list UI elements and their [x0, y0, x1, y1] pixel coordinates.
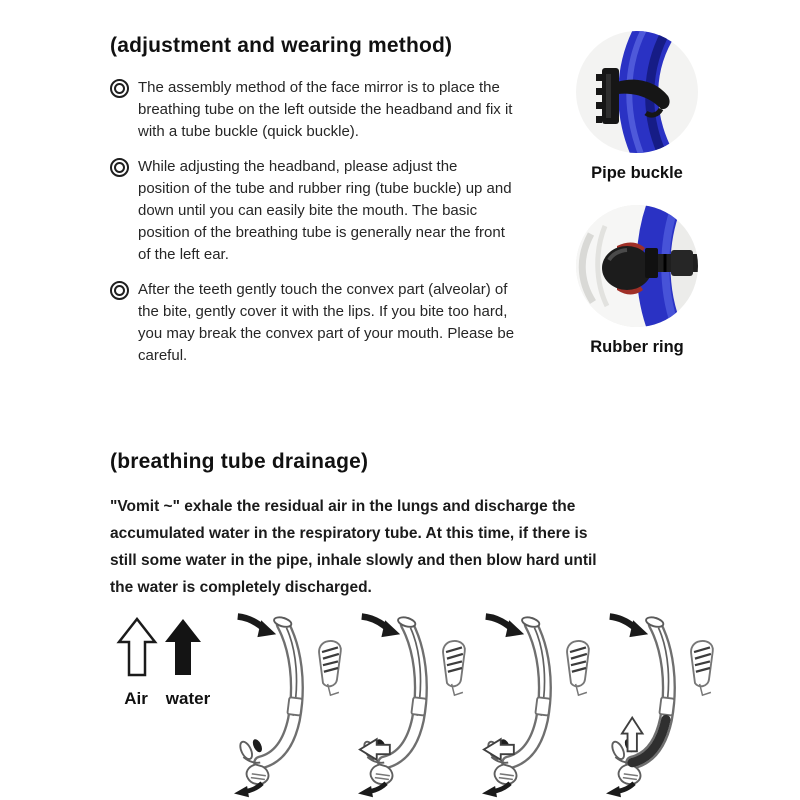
paragraph-line: accumulated water in the respiratory tube. At this time, if there is: [110, 525, 588, 542]
bullet-line: down until you can easily bite the mouth. The basic: [138, 202, 478, 219]
bullet-line: careful.: [138, 347, 188, 364]
snorkel-drain-step-2-illustration: [356, 609, 478, 800]
snorkel-drain-step-4-illustration: [604, 609, 726, 800]
drainage-section: [110, 450, 770, 800]
air-label: Air: [124, 689, 148, 708]
bullet-line: of the left ear.: [138, 246, 229, 263]
bullet-line: breathing tube on the left outside the headband and fix it: [138, 101, 513, 118]
drainage-heading: (breathing tube drainage): [110, 450, 369, 473]
bullet-line: with a tube buckle (quick buckle).: [138, 123, 359, 140]
bullet-line: the bite, gently cover it with the lips. If you bite too hard,: [138, 303, 508, 320]
water-arrow-icon: [165, 619, 201, 675]
air-arrow-icon: [119, 619, 155, 675]
pipe-buckle-figure: [552, 30, 722, 183]
bullet-line: The assembly method of the face mirror is to place the: [138, 79, 500, 96]
detail-photo-column: [552, 30, 722, 378]
bullet-text-1: [138, 77, 512, 143]
bullet-line: After the teeth gently touch the convex part (alveolar) of: [138, 281, 508, 298]
diagram-legend: [116, 617, 232, 709]
bullseye-bullet-icon-inner: [114, 285, 125, 296]
adjustment-text-column: [110, 34, 528, 380]
bullet-line: position of the tube and rubber ring (tube buckle) up and: [138, 180, 512, 197]
bullet-line: position of the breathing tube is generally near the front: [138, 224, 505, 241]
bullseye-bullet-icon-inner: [114, 162, 125, 173]
rubber-ring-figure: [552, 204, 722, 357]
bullseye-bullet-icon-inner: [114, 83, 125, 94]
bullet-item-3: [110, 279, 528, 367]
adjustment-bullet-list: [110, 77, 528, 367]
rubber-ring-photo: [575, 204, 699, 328]
bullet-text-2: [138, 156, 512, 266]
paragraph-line: the water is completely discharged.: [110, 579, 372, 596]
bullseye-bullet-icon: [110, 158, 129, 177]
bullseye-bullet-icon: [110, 79, 129, 98]
pipe-buckle-photo: [575, 30, 699, 154]
snorkel-drain-step-3-illustration: [480, 609, 602, 800]
bullet-line: While adjusting the headband, please adjust the: [138, 158, 458, 175]
rubber-ring-caption: Rubber ring: [590, 338, 684, 356]
drainage-paragraph: [110, 493, 770, 601]
bullet-text-3: [138, 279, 514, 367]
paragraph-line: still some water in the pipe, inhale slowly and then blow hard until: [110, 552, 597, 569]
bullet-item-2: [110, 156, 528, 266]
drainage-diagram: [116, 609, 770, 800]
bullet-item-1: [110, 77, 528, 143]
paragraph-line: "Vomit ~" exhale the residual air in the lungs and discharge the: [110, 498, 576, 515]
air-water-arrow-icons: [116, 617, 220, 677]
adjustment-section: [110, 34, 770, 380]
bullet-line: you may break the convex part of your mouth. Please be: [138, 325, 515, 342]
legend-labels: [116, 689, 232, 709]
bullseye-bullet-icon: [110, 281, 129, 300]
pipe-buckle-caption: Pipe buckle: [591, 164, 683, 182]
adjustment-heading: (adjustment and wearing method): [110, 34, 453, 57]
snorkel-drain-step-1-illustration: [232, 609, 354, 800]
water-label: water: [165, 689, 211, 708]
